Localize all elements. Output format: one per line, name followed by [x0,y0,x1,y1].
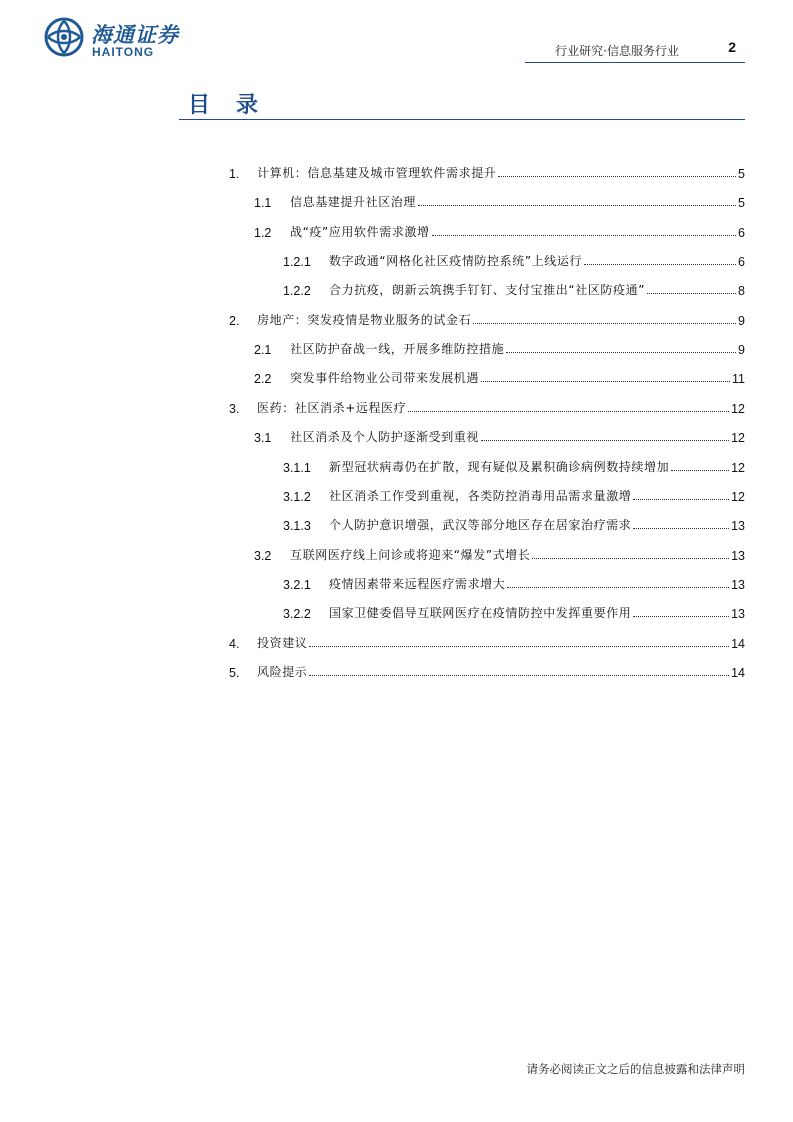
toc-entry[interactable] [283,603,745,621]
toc-entry-number: 1.2.2 [283,284,311,298]
toc-entry-page: 12 [731,431,745,445]
toc-entry-label: 疫情因素带来远程医疗需求增大 [329,577,506,591]
toc-entry[interactable] [254,368,745,386]
toc-leader-dots [309,645,729,647]
toc-entry[interactable] [283,486,745,504]
toc-entry[interactable] [283,280,745,298]
toc-entry-number: 2. [229,314,240,328]
toc-leader-dots [633,527,729,529]
toc-entry-label: 合力抗疫，朗新云筑携手钉钉、支付宝推出“社区防疫通” [329,283,646,297]
toc-entry-page: 11 [732,372,745,386]
toc-entry[interactable] [254,222,745,240]
toc-entry-number: 3.2 [254,549,272,563]
toc-entry-number: 3.2.1 [283,578,311,592]
logo-chinese-name: 海通证券 [91,22,179,47]
toc-entry[interactable] [254,427,745,445]
toc-entry-label: 互联网医疗线上问诊或将迎来“爆发”式增长 [290,548,531,562]
toc-entry-number: 1. [229,167,240,181]
toc-entry-number: 3.1.2 [283,490,311,504]
toc-leader-dots [584,263,736,265]
toc-entry-number: 2.1 [254,343,272,357]
footer-disclaimer: 请务必阅读正文之后的信息披露和法律声明 [526,1062,745,1076]
toc-entry-number: 3. [229,402,240,416]
toc-entry-number: 4. [229,637,240,651]
toc-entry-page: 14 [731,637,745,651]
toc-entry[interactable] [283,457,745,475]
toc-entry[interactable] [229,662,745,680]
toc-entry-label: 社区防护奋战一线，开展多维防控措施 [290,342,505,356]
toc-entry-label: 信息基建提升社区治理 [290,195,417,209]
toc-entry-label: 社区消杀及个人防护逐渐受到重视 [290,430,480,444]
toc-entry-label: 社区消杀工作受到重视，各类防控消毒用品需求量激增 [329,489,632,503]
toc-leader-dots [498,175,736,177]
toc-entry-label: 数字政通“网格化社区疫情防控系统”上线运行 [329,254,583,268]
toc-entry-page: 13 [731,578,745,592]
page-title: 目录 [188,93,285,118]
toc-leader-dots [532,557,729,559]
toc-entry-number: 3.1 [254,431,272,445]
page-header [0,39,793,62]
toc-entry[interactable] [229,163,745,181]
toc-entry[interactable] [283,574,745,592]
toc-entry[interactable] [229,398,745,416]
toc-entry-page: 8 [738,284,745,298]
logo-english-name: HAITONG [92,45,155,59]
toc-entry-number: 2.2 [254,372,272,386]
toc-entry-page: 12 [731,490,745,504]
toc-entry-page: 13 [731,519,745,533]
toc-entry-label: 国家卫健委倡导互联网医疗在疫情防控中发挥重要作用 [329,606,632,620]
header-divider [525,62,745,63]
toc-entry-page: 6 [738,255,745,269]
toc-entry-label: 新型冠状病毒仍在扩散，现有疑似及累积确诊病例数持续增加 [329,460,670,474]
toc-entry-number: 5. [229,666,240,680]
toc-leader-dots [647,292,736,294]
toc-entry-label: 个人防护意识增强，武汉等部分地区存在居家治疗需求 [329,518,632,532]
toc-entry-page: 5 [738,167,745,181]
toc-entry-number: 1.2.1 [283,255,311,269]
toc-entry-page: 6 [738,226,745,240]
header-section-title: 行业研究·信息服务行业 [555,44,679,58]
toc-leader-dots [481,380,730,382]
toc-leader-dots [633,498,729,500]
toc-entry[interactable] [283,515,745,533]
toc-entry-number: 1.2 [254,226,272,240]
toc-leader-dots [432,234,736,236]
toc-leader-dots [408,410,729,412]
toc-entry-page: 13 [731,549,745,563]
toc-leader-dots [309,674,729,676]
toc-entry-number: 3.2.2 [283,607,311,621]
toc-entry[interactable] [229,310,745,328]
toc-leader-dots [506,351,736,353]
toc-entry-page: 12 [731,461,745,475]
toc-entry-label: 战“疫”应用软件需求激增 [290,225,430,239]
toc-entry-page: 12 [731,402,745,416]
toc-entry-label: 风险提示 [257,665,308,679]
title-divider [179,119,745,120]
toc-entry-page: 14 [731,666,745,680]
toc-entry-label: 房地产：突发疫情是物业服务的试金石 [257,313,472,327]
toc-entry-number: 1.1 [254,196,272,210]
toc-leader-dots [633,615,729,617]
toc-leader-dots [481,439,729,441]
toc-entry-label: 计算机：信息基建及城市管理软件需求提升 [257,166,497,180]
page-number: 2 [728,39,736,55]
toc-entry-label: 医药：社区消杀+远程医疗 [257,401,407,415]
toc-entry-label: 投资建议 [257,636,308,650]
toc-entry-page: 13 [731,607,745,621]
toc-entry[interactable] [254,545,745,563]
toc-entry[interactable] [254,192,745,210]
toc-leader-dots [507,586,729,588]
toc-entry-number: 3.1.3 [283,519,311,533]
toc-leader-dots [473,322,736,324]
toc-entry-page: 9 [738,314,745,328]
toc-entry[interactable] [254,339,745,357]
toc-entry-number: 3.1.1 [283,461,311,475]
toc-leader-dots [418,204,736,206]
toc-entry-page: 5 [738,196,745,210]
toc-leader-dots [671,469,729,471]
toc-entry[interactable] [283,251,745,269]
toc-entry[interactable] [229,633,745,651]
toc-entry-label: 突发事件给物业公司带来发展机遇 [290,371,480,385]
toc-entry-page: 9 [738,343,745,357]
